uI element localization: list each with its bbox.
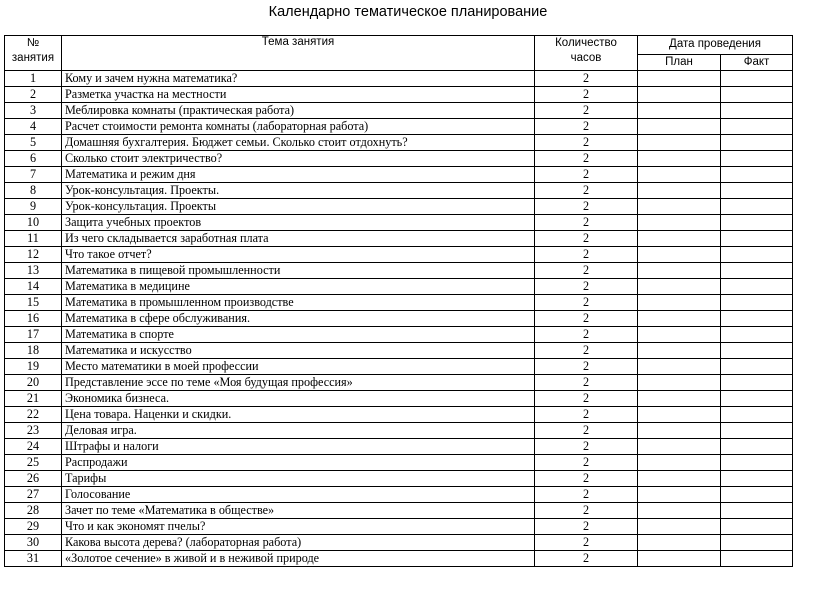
lesson-hours-cell: 2 <box>535 199 638 215</box>
lesson-hours-cell: 2 <box>535 279 638 295</box>
lesson-topic-cell: Математика в медицине <box>62 279 535 295</box>
lesson-hours-cell: 2 <box>535 231 638 247</box>
lesson-hours-cell: 2 <box>535 311 638 327</box>
table-row <box>5 183 793 199</box>
lesson-hours-cell: 2 <box>535 503 638 519</box>
fact-date-cell <box>721 231 793 247</box>
lesson-hours-cell: 2 <box>535 551 638 567</box>
lesson-topic-cell: «Золотое сечение» в живой и в неживой природе <box>62 551 535 567</box>
lesson-number-cell: 3 <box>5 103 62 119</box>
table-row <box>5 119 793 135</box>
fact-date-cell <box>721 215 793 231</box>
lesson-number-cell: 2 <box>5 87 62 103</box>
lesson-topic-cell: Защита учебных проектов <box>62 215 535 231</box>
lesson-number-cell: 25 <box>5 455 62 471</box>
fact-date-cell <box>721 439 793 455</box>
table-row <box>5 535 793 551</box>
fact-date-cell <box>721 535 793 551</box>
table-row <box>5 407 793 423</box>
lesson-number-cell: 23 <box>5 423 62 439</box>
lesson-topic-cell: Математика в промышленном производстве <box>62 295 535 311</box>
lesson-number-cell: 28 <box>5 503 62 519</box>
plan-date-cell <box>638 487 721 503</box>
lesson-number-cell: 21 <box>5 391 62 407</box>
lesson-number-cell: 24 <box>5 439 62 455</box>
table-row <box>5 167 793 183</box>
fact-date-cell <box>721 87 793 103</box>
lesson-topic-cell: Представление эссе по теме «Моя будущая профессия» <box>62 375 535 391</box>
lesson-hours-cell: 2 <box>535 151 638 167</box>
plan-date-cell <box>638 343 721 359</box>
fact-date-cell <box>721 311 793 327</box>
header-lesson-number <box>5 36 62 71</box>
plan-date-cell <box>638 263 721 279</box>
fact-date-cell <box>721 199 793 215</box>
lesson-topic-cell: Сколько стоит электричество? <box>62 151 535 167</box>
header-topic: Тема занятия <box>62 36 535 71</box>
plan-date-cell <box>638 279 721 295</box>
fact-date-cell <box>721 503 793 519</box>
plan-date-cell <box>638 375 721 391</box>
lesson-hours-cell: 2 <box>535 535 638 551</box>
header-date: Дата проведения <box>638 36 793 55</box>
lesson-number-cell: 19 <box>5 359 62 375</box>
plan-date-cell <box>638 439 721 455</box>
fact-date-cell <box>721 71 793 87</box>
lesson-hours-cell: 2 <box>535 343 638 359</box>
lesson-topic-cell: Что такое отчет? <box>62 247 535 263</box>
table-row <box>5 439 793 455</box>
plan-table <box>4 35 793 567</box>
header-hours <box>535 36 638 71</box>
lesson-number-cell: 14 <box>5 279 62 295</box>
lesson-topic-cell: Разметка участка на местности <box>62 87 535 103</box>
table-row <box>5 295 793 311</box>
lesson-topic-cell: Экономика бизнеса. <box>62 391 535 407</box>
fact-date-cell <box>721 167 793 183</box>
table-row <box>5 247 793 263</box>
header-plan: План <box>638 55 721 71</box>
lesson-topic-cell: Расчет стоимости ремонта комнаты (лабораторная работа) <box>62 119 535 135</box>
lesson-number-cell: 6 <box>5 151 62 167</box>
lesson-hours-cell: 2 <box>535 423 638 439</box>
plan-date-cell <box>638 199 721 215</box>
plan-date-cell <box>638 183 721 199</box>
plan-date-cell <box>638 311 721 327</box>
lesson-hours-cell: 2 <box>535 487 638 503</box>
lesson-number-cell: 29 <box>5 519 62 535</box>
fact-date-cell <box>721 263 793 279</box>
table-row <box>5 311 793 327</box>
lesson-topic-cell: Математика в спорте <box>62 327 535 343</box>
lesson-hours-cell: 2 <box>535 295 638 311</box>
header-hours-line2: часов <box>570 52 602 64</box>
table-row <box>5 343 793 359</box>
lesson-number-cell: 22 <box>5 407 62 423</box>
fact-date-cell <box>721 375 793 391</box>
lesson-number-cell: 1 <box>5 71 62 87</box>
lesson-hours-cell: 2 <box>535 455 638 471</box>
plan-date-cell <box>638 103 721 119</box>
table-row <box>5 375 793 391</box>
plan-date-cell <box>638 247 721 263</box>
plan-date-cell <box>638 503 721 519</box>
lesson-topic-cell: Математика и искусство <box>62 343 535 359</box>
table-row <box>5 135 793 151</box>
plan-date-cell <box>638 327 721 343</box>
lesson-topic-cell: Деловая игра. <box>62 423 535 439</box>
lesson-number-cell: 31 <box>5 551 62 567</box>
table-row <box>5 199 793 215</box>
lesson-topic-cell: Что и как экономят пчелы? <box>62 519 535 535</box>
fact-date-cell <box>721 183 793 199</box>
table-row <box>5 215 793 231</box>
lesson-hours-cell: 2 <box>535 375 638 391</box>
lesson-topic-cell: Цена товара. Наценки и скидки. <box>62 407 535 423</box>
lesson-hours-cell: 2 <box>535 247 638 263</box>
lesson-number-cell: 18 <box>5 343 62 359</box>
plan-date-cell <box>638 551 721 567</box>
fact-date-cell <box>721 423 793 439</box>
lesson-topic-cell: Из чего складывается заработная плата <box>62 231 535 247</box>
table-row <box>5 263 793 279</box>
fact-date-cell <box>721 327 793 343</box>
fact-date-cell <box>721 519 793 535</box>
plan-date-cell <box>638 455 721 471</box>
lesson-number-cell: 12 <box>5 247 62 263</box>
table-row <box>5 151 793 167</box>
plan-date-cell <box>638 535 721 551</box>
lesson-hours-cell: 2 <box>535 103 638 119</box>
lesson-topic-cell: Математика и режим дня <box>62 167 535 183</box>
table-row <box>5 519 793 535</box>
lesson-hours-cell: 2 <box>535 359 638 375</box>
plan-date-cell <box>638 471 721 487</box>
fact-date-cell <box>721 455 793 471</box>
table-row <box>5 103 793 119</box>
page-title: Календарно тематическое планирование <box>268 4 548 20</box>
lesson-number-cell: 30 <box>5 535 62 551</box>
plan-date-cell <box>638 151 721 167</box>
lesson-hours-cell: 2 <box>535 71 638 87</box>
lesson-topic-cell: Домашняя бухгалтерия. Бюджет семьи. Сколько стоит отдохнуть? <box>62 135 535 151</box>
header-fact: Факт <box>721 55 793 71</box>
table-row <box>5 551 793 567</box>
lesson-topic-cell: Математика в пищевой промышленности <box>62 263 535 279</box>
lesson-hours-cell: 2 <box>535 407 638 423</box>
lesson-number-cell: 7 <box>5 167 62 183</box>
lesson-hours-cell: 2 <box>535 471 638 487</box>
fact-date-cell <box>721 471 793 487</box>
lesson-number-cell: 11 <box>5 231 62 247</box>
plan-date-cell <box>638 167 721 183</box>
lesson-hours-cell: 2 <box>535 87 638 103</box>
lesson-hours-cell: 2 <box>535 519 638 535</box>
lesson-hours-cell: 2 <box>535 183 638 199</box>
fact-date-cell <box>721 343 793 359</box>
lesson-topic-cell: Зачет по теме «Математика в обществе» <box>62 503 535 519</box>
table-row <box>5 87 793 103</box>
plan-date-cell <box>638 215 721 231</box>
lesson-topic-cell: Распродажи <box>62 455 535 471</box>
fact-date-cell <box>721 247 793 263</box>
plan-date-cell <box>638 119 721 135</box>
lesson-hours-cell: 2 <box>535 215 638 231</box>
lesson-topic-cell: Штрафы и налоги <box>62 439 535 455</box>
plan-date-cell <box>638 135 721 151</box>
plan-date-cell <box>638 519 721 535</box>
lesson-number-cell: 13 <box>5 263 62 279</box>
lesson-hours-cell: 2 <box>535 327 638 343</box>
table-row <box>5 71 793 87</box>
fact-date-cell <box>721 487 793 503</box>
lesson-number-cell: 5 <box>5 135 62 151</box>
header-row <box>5 36 793 55</box>
lesson-number-cell: 20 <box>5 375 62 391</box>
fact-date-cell <box>721 551 793 567</box>
fact-date-cell <box>721 407 793 423</box>
fact-date-cell <box>721 295 793 311</box>
table-row <box>5 487 793 503</box>
plan-date-cell <box>638 295 721 311</box>
lesson-number-cell: 26 <box>5 471 62 487</box>
lesson-number-cell: 17 <box>5 327 62 343</box>
lesson-number-cell: 9 <box>5 199 62 215</box>
plan-date-cell <box>638 87 721 103</box>
lesson-hours-cell: 2 <box>535 135 638 151</box>
plan-date-cell <box>638 423 721 439</box>
lesson-topic-cell: Кому и зачем нужна математика? <box>62 71 535 87</box>
fact-date-cell <box>721 151 793 167</box>
header-lesson-number-line1: № <box>26 37 40 49</box>
lesson-number-cell: 4 <box>5 119 62 135</box>
plan-date-cell <box>638 359 721 375</box>
table-body <box>5 71 793 567</box>
table-row <box>5 359 793 375</box>
lesson-hours-cell: 2 <box>535 391 638 407</box>
table-row <box>5 279 793 295</box>
lesson-number-cell: 8 <box>5 183 62 199</box>
table-row <box>5 455 793 471</box>
lesson-topic-cell: Какова высота дерева? (лабораторная работа) <box>62 535 535 551</box>
lesson-number-cell: 16 <box>5 311 62 327</box>
plan-date-cell <box>638 407 721 423</box>
fact-date-cell <box>721 359 793 375</box>
header-lesson-number-line2: занятия <box>11 52 55 64</box>
table-row <box>5 503 793 519</box>
lesson-topic-cell: Тарифы <box>62 471 535 487</box>
lesson-hours-cell: 2 <box>535 119 638 135</box>
lesson-hours-cell: 2 <box>535 167 638 183</box>
table-row <box>5 231 793 247</box>
table-row <box>5 327 793 343</box>
lesson-number-cell: 15 <box>5 295 62 311</box>
table-row <box>5 423 793 439</box>
table-row <box>5 471 793 487</box>
fact-date-cell <box>721 391 793 407</box>
header-hours-line1: Количество <box>555 37 617 49</box>
fact-date-cell <box>721 135 793 151</box>
fact-date-cell <box>721 279 793 295</box>
table-row <box>5 391 793 407</box>
lesson-hours-cell: 2 <box>535 263 638 279</box>
lesson-number-cell: 10 <box>5 215 62 231</box>
plan-date-cell <box>638 71 721 87</box>
lesson-hours-cell: 2 <box>535 439 638 455</box>
lesson-number-cell: 27 <box>5 487 62 503</box>
lesson-topic-cell: Урок-консультация. Проекты. <box>62 183 535 199</box>
lesson-topic-cell: Голосование <box>62 487 535 503</box>
lesson-topic-cell: Урок-консультация. Проекты <box>62 199 535 215</box>
lesson-topic-cell: Меблировка комнаты (практическая работа) <box>62 103 535 119</box>
plan-date-cell <box>638 391 721 407</box>
plan-date-cell <box>638 231 721 247</box>
lesson-topic-cell: Место математики в моей профессии <box>62 359 535 375</box>
lesson-topic-cell: Математика в сфере обслуживания. <box>62 311 535 327</box>
fact-date-cell <box>721 103 793 119</box>
fact-date-cell <box>721 119 793 135</box>
